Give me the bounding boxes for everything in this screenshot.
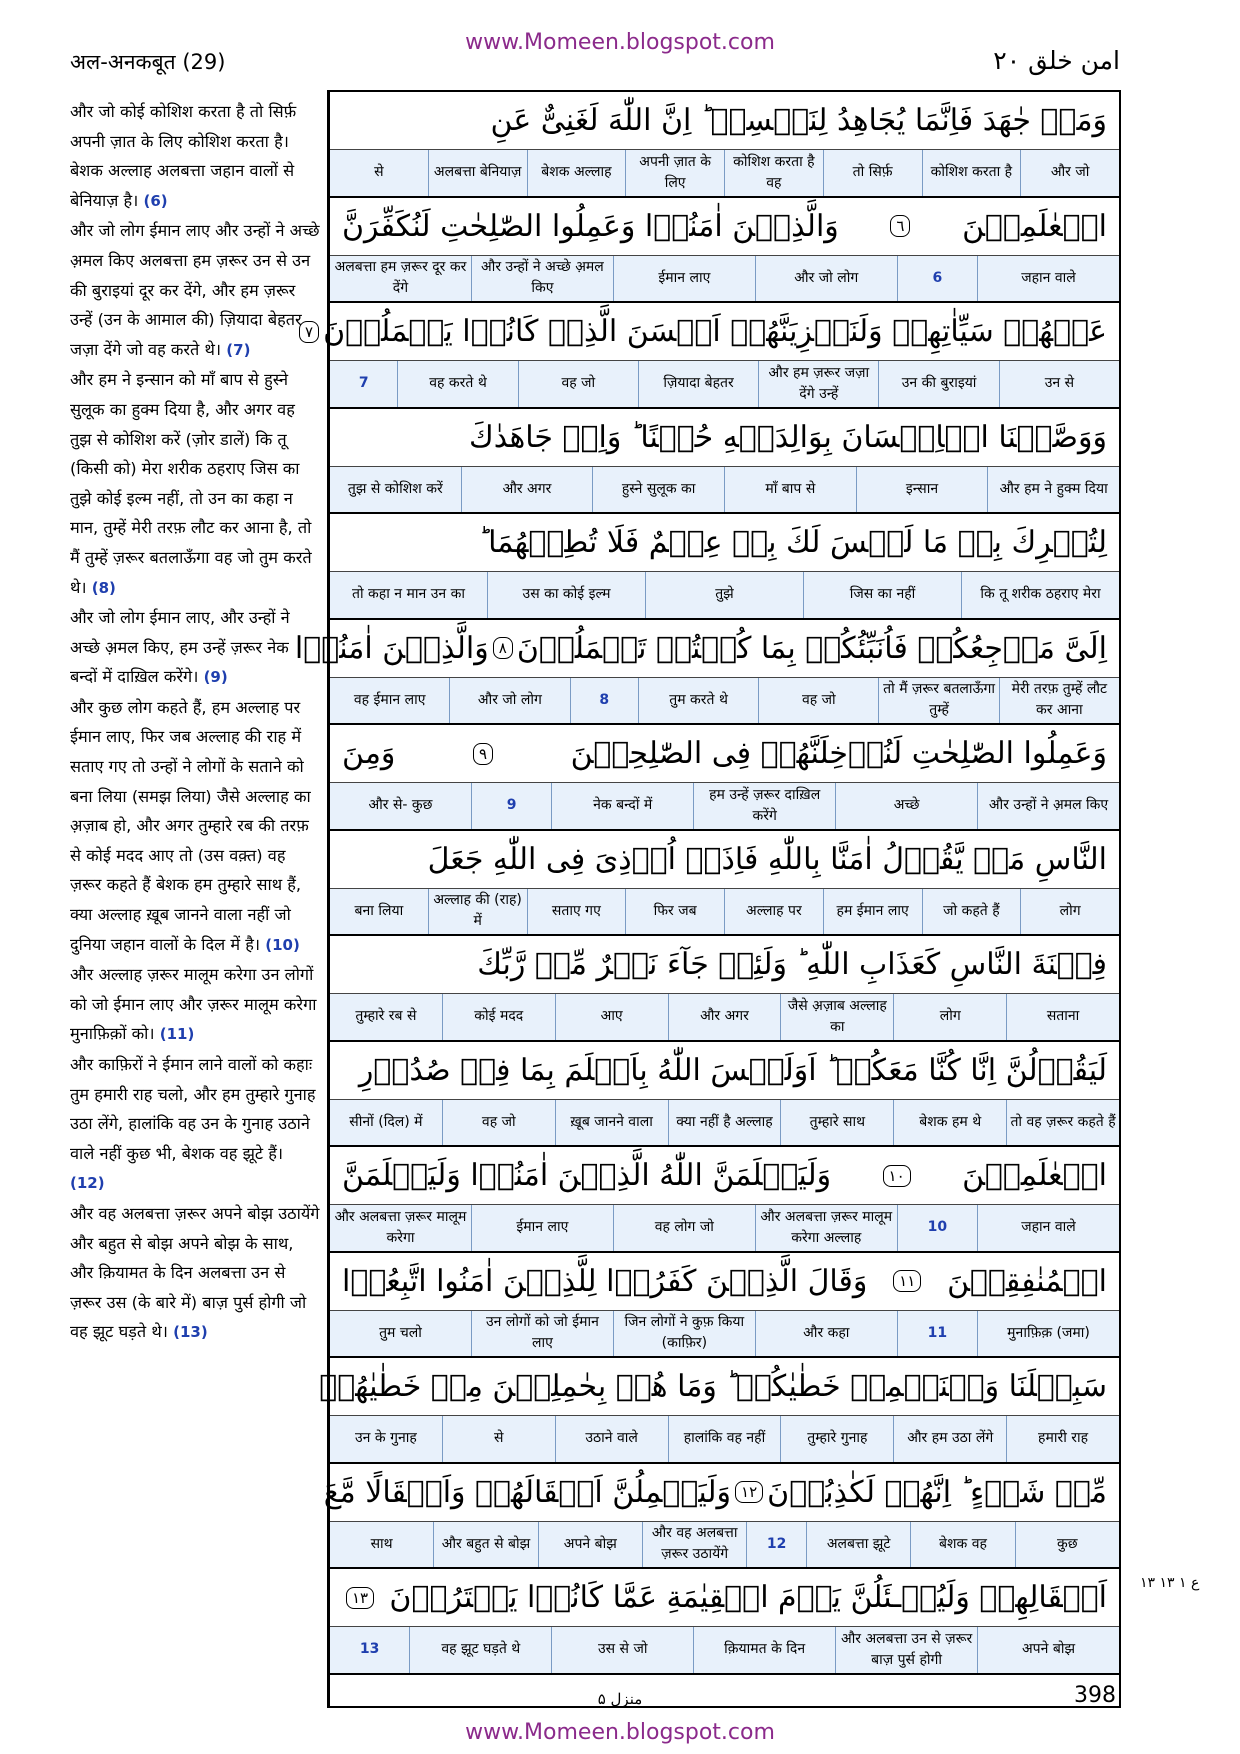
ayah-marker: ١٢ bbox=[735, 1481, 763, 1503]
page-number: 398 bbox=[1074, 1683, 1116, 1708]
site-url-top[interactable]: www.Momeen.blogspot.com bbox=[465, 30, 775, 55]
word-meaning-cell: वह जो bbox=[518, 361, 638, 407]
arabic-text: اَثۡقَالِهِمۡ وَلَيُسۡـئَلُنَّ يَوۡمَ الۡقِيٰمَةِ عَمَّا كَانُوۡا يَفۡتَرُوۡنَ bbox=[389, 1580, 1107, 1615]
word-meaning-cell: हम ईमान लाए bbox=[823, 889, 922, 935]
arabic-line bbox=[330, 1253, 1119, 1311]
translation-verse bbox=[70, 216, 320, 365]
word-meaning-cell: उन की बुराइयां bbox=[878, 361, 998, 407]
ayah-number-cell: 7 bbox=[358, 375, 369, 392]
arabic-line bbox=[330, 1042, 1119, 1100]
word-meaning-cell: तुझे bbox=[645, 572, 803, 618]
translation-verse bbox=[70, 960, 320, 1050]
ayah-number-cell: 11 bbox=[897, 1311, 977, 1357]
word-meaning-cell: अल्लाह की (राह) में bbox=[428, 889, 527, 935]
verse-number: (13) bbox=[173, 1323, 208, 1342]
word-meaning-cell: हमारी राह bbox=[1006, 1416, 1119, 1462]
arabic-line bbox=[330, 198, 1119, 256]
arabic-text: وَالَّذِيۡنَ اٰمَنُوۡا bbox=[294, 630, 489, 666]
ayah-number-cell: 13 bbox=[359, 1641, 380, 1658]
ayah-number-cell: 12 bbox=[746, 1522, 806, 1568]
word-meaning-cell: और हम उठा लेंगे bbox=[893, 1416, 1006, 1462]
translation-text: और अल्लाह ज़रूर मालूम करेगा उन लोगों को जो ईमान लाए और ज़रूर मालूम करेगा मुनाफ़िक़ों को। bbox=[70, 965, 317, 1044]
translation-text: और वह अलबत्ता ज़रूर अपने बोझ उठायेंगे और बहुत से बोझ अपने बोझ के साथ, और क़ियामत के दिन अलबत्ता उन से ज़रूर उस (के बारे में) बाज़ पुर्स होगी जो वह झूट घड़ते थे। bbox=[70, 1203, 320, 1342]
word-meaning-cell: वह जो bbox=[758, 678, 878, 724]
surah-title: अल-अनकबूत (29) bbox=[70, 50, 226, 74]
arabic-text: الۡعٰلَمِيۡنَ bbox=[962, 1158, 1107, 1193]
arabic-text: مِّنۡ شَىۡءٍ ؕ اِنَّهُمۡ لَكٰذِبُوۡنَ bbox=[767, 1474, 1107, 1510]
word-by-word-table bbox=[294, 90, 1121, 1708]
word-meaning-cell: से bbox=[442, 1416, 555, 1462]
word-meaning-cell: और जो लोग bbox=[755, 256, 897, 302]
word-meaning-row bbox=[330, 783, 1119, 831]
word-meaning-row bbox=[330, 678, 1119, 726]
word-meaning-cell: अपने बोझ bbox=[538, 1522, 642, 1568]
word-meaning-cell: लोग bbox=[1020, 889, 1119, 935]
word-meaning-cell: माँ बाप से bbox=[724, 467, 856, 513]
ayah-marker: ٨ bbox=[493, 637, 513, 659]
verse-number: (10) bbox=[265, 935, 300, 954]
word-meaning-cell: इन्सान bbox=[856, 467, 988, 513]
word-meaning-cell: लोग bbox=[893, 994, 1006, 1040]
word-meaning-row bbox=[330, 256, 1119, 304]
word-meaning-cell: अलबत्ता झूटे bbox=[806, 1522, 910, 1568]
word-meaning-cell: तो वह ज़रूर कहते हैं bbox=[1006, 1100, 1119, 1146]
word-meaning-cell: तो कहा न मान उन का bbox=[351, 586, 466, 603]
word-meaning-cell: वह ईमान लाए bbox=[353, 691, 426, 708]
word-meaning-cell: जहान वाले bbox=[977, 256, 1119, 302]
word-meaning-cell: उठाने वाले bbox=[555, 1416, 668, 1462]
arabic-text: وَعَمِلُوا الصّٰلِحٰتِ لَنُدۡخِلَنَّهُمۡ فِى الصّٰلِحِيۡنَ bbox=[570, 736, 1107, 771]
word-meaning-cell: मेरी तरफ़ तुम्हें लौट कर आना bbox=[999, 678, 1119, 724]
arabic-text: لَيَقُوۡلُنَّ اِنَّا كُنَّا مَعَكُمۡ ؕ اَوَلَيۡسَ اللّٰهُ بِاَعۡلَمَ بِمَا فِىۡ صُدُوۡرِ bbox=[358, 1052, 1107, 1088]
arabic-line bbox=[330, 409, 1119, 467]
word-meaning-row bbox=[330, 1205, 1119, 1253]
arabic-line bbox=[319, 1358, 1119, 1416]
word-meaning-cell: उस का कोई इल्म bbox=[487, 572, 645, 618]
translation-verse bbox=[70, 1199, 320, 1348]
word-meaning-cell: अलबत्ता बेनियाज़ bbox=[428, 150, 527, 196]
arabic-line bbox=[330, 936, 1119, 994]
ayah-marker: ٦ bbox=[890, 215, 910, 237]
word-meaning-cell: तो सिर्फ़ bbox=[823, 150, 922, 196]
arabic-text: وَقَالَ الَّذِيۡنَ كَفَرُوۡا لِلَّذِيۡنَ اٰمَنُوا اتَّبِعُوۡا bbox=[342, 1263, 868, 1299]
word-meaning-cell: और जो लोग bbox=[449, 678, 569, 724]
word-meaning-cell: जिन लोगों ने कुफ़ किया (काफ़िर) bbox=[613, 1311, 755, 1357]
word-meaning-cell: बेशक वह bbox=[910, 1522, 1014, 1568]
word-meaning-cell: ज़ियादा बेहतर bbox=[638, 361, 758, 407]
verse-number: (7) bbox=[226, 340, 251, 359]
word-meaning-cell: जैसे अ़ज़ाब अल्लाह का bbox=[780, 994, 893, 1040]
arabic-line bbox=[294, 620, 1119, 678]
word-meaning-cell: अल्लाह पर bbox=[724, 889, 823, 935]
word-meaning-cell: और उन्हों ने अ़मल किए bbox=[977, 783, 1119, 829]
word-meaning-cell: सीनों (दिल) में bbox=[349, 1113, 423, 1130]
arabic-line bbox=[330, 92, 1119, 150]
word-meaning-row bbox=[330, 1311, 1119, 1359]
word-meaning-cell: अपने बोझ bbox=[977, 1627, 1119, 1673]
word-meaning-row bbox=[330, 467, 1119, 515]
translation-text: और हम ने इन्सान को माँ बाप से हुस्ने सुलूक का हुक्म दिया है, और अगर वह तुझ से कोशिश करें (ज़ोर डालें) कि तू (किसी को) मेरा शरीक ठहराए जिस का तुझे कोई इल्म नहीं, तो उन का कहा न मान, तुम्हें मेरी तरफ़ लौट कर आना है, तो मैं तुम्हें ज़रूर बतलाऊँगा वह जो तुम करते थे। bbox=[70, 370, 312, 597]
ayah-number-cell: 10 bbox=[897, 1205, 977, 1251]
arabic-line bbox=[330, 1569, 1119, 1627]
word-meaning-cell: और अलबत्ता ज़रूर मालूम करेगा bbox=[334, 1208, 467, 1246]
word-meaning-row bbox=[330, 1522, 1119, 1570]
arabic-text: النَّاسِ مَنۡ يَّقُوۡلُ اٰمَنَّا بِاللّٰهِ فَاِذَاۤ اُوۡذِىَ فِى اللّٰهِ جَعَلَ bbox=[427, 841, 1107, 877]
arabic-line bbox=[330, 1147, 1119, 1205]
word-meaning-cell: क़ियामत के दिन bbox=[693, 1627, 835, 1673]
word-meaning-cell: तुम करते थे bbox=[638, 678, 758, 724]
word-meaning-cell: ख़ूब जानने वाला bbox=[555, 1100, 668, 1146]
word-meaning-row bbox=[330, 1100, 1119, 1148]
word-meaning-row bbox=[330, 889, 1119, 937]
word-meaning-cell: सताए गए bbox=[527, 889, 626, 935]
word-meaning-cell: तो मैं ज़रूर बतलाऊँगा तुम्हें bbox=[878, 678, 998, 724]
arabic-text: فِتۡنَةَ النَّاسِ كَعَذَابِ اللّٰهِ ؕ وَلَئِنۡ جَآءَ نَصۡرٌ مِّنۡ رَّبِّكَ bbox=[477, 947, 1107, 982]
arabic-text: سَبِيۡلَنَا وَلۡنَحۡمِلۡ خَطٰيٰكُمۡ ؕ وَمَا هُمۡ بِحٰمِلِيۡنَ مِنۡ خَطٰيٰهُمۡ bbox=[319, 1369, 1107, 1404]
word-meaning-cell: कोई मदद bbox=[442, 994, 555, 1040]
word-meaning-cell: और हम ने हुक्म दिया bbox=[987, 467, 1119, 513]
word-meaning-cell: नेक बन्दों में bbox=[551, 783, 693, 829]
verse-number: (9) bbox=[203, 668, 228, 687]
verse-number: (12) bbox=[70, 1174, 105, 1193]
word-meaning-cell: वह लोग जो bbox=[613, 1205, 755, 1251]
word-meaning-cell: और अगर bbox=[668, 994, 781, 1040]
arabic-line bbox=[305, 303, 1119, 361]
word-meaning-cell: बेशक अल्लाह bbox=[527, 150, 626, 196]
translation-verse bbox=[70, 693, 320, 960]
ayah-number-cell: 9 bbox=[471, 783, 551, 829]
word-meaning-cell: वह जो bbox=[442, 1100, 555, 1146]
ruku-marker: ع ۱ ۱۳ ۱۳ bbox=[1140, 1575, 1200, 1591]
translation-verse bbox=[70, 365, 320, 603]
word-meaning-cell: ईमान लाए bbox=[471, 1205, 613, 1251]
ayah-number-cell: 8 bbox=[570, 678, 638, 724]
word-meaning-cell: वह करते थे bbox=[397, 361, 517, 407]
word-meaning-cell: अलबत्ता हम ज़रूर दूर कर देंगे bbox=[334, 259, 467, 297]
ayah-marker: ١٣ bbox=[346, 1587, 374, 1609]
word-meaning-cell: साथ bbox=[370, 1535, 393, 1552]
word-meaning-cell: ईमान लाए bbox=[613, 256, 755, 302]
arabic-line bbox=[330, 831, 1119, 889]
word-meaning-cell: बेशक हम थे bbox=[893, 1100, 1006, 1146]
ayah-marker: ٧ bbox=[299, 321, 319, 343]
arabic-text: الۡعٰلَمِيۡنَ bbox=[962, 208, 1107, 244]
arabic-line bbox=[330, 725, 1119, 783]
word-meaning-cell: तुम्हारे गुनाह bbox=[780, 1416, 893, 1462]
word-meaning-cell: और कहा bbox=[755, 1311, 897, 1357]
word-meaning-cell: और जो bbox=[1020, 150, 1119, 196]
word-meaning-cell: और अगर bbox=[461, 467, 593, 513]
word-meaning-cell: जिस का नहीं bbox=[803, 572, 961, 618]
word-meaning-cell: जो कहते हैं bbox=[922, 889, 1021, 935]
ayah-marker: ٩ bbox=[473, 743, 493, 765]
word-meaning-cell: बना लिया bbox=[354, 902, 404, 919]
arabic-text: لِتُشۡرِكَ بِىۡ مَا لَيۡسَ لَكَ بِهٖ عِلۡمٌ فَلَا تُطِعۡهُمَا ؕ bbox=[478, 525, 1107, 560]
arabic-text: وَمَنۡ جٰهَدَ فَاِنَّمَا يُجَاهِدُ لِنَفۡسِهٖ ؕ اِنَّ اللّٰهَ لَغَنِىٌّ عَنِ bbox=[490, 103, 1107, 138]
word-meaning-row bbox=[330, 1627, 1119, 1675]
word-meaning-cell: कि तू शरीक ठहराए मेरा bbox=[961, 572, 1119, 618]
ayah-number-cell: 6 bbox=[897, 256, 977, 302]
word-meaning-cell: और से- कुछ bbox=[368, 797, 433, 814]
arabic-line bbox=[323, 1464, 1119, 1522]
arabic-text: وَلَيَحۡمِلُنَّ اَثۡقَالَهُمۡ وَاَثۡقَالًا مَّعَ bbox=[323, 1474, 732, 1510]
arabic-text: وَمِنَ bbox=[342, 736, 396, 771]
verse-number: (6) bbox=[143, 191, 168, 210]
word-meaning-cell: और अलबत्ता ज़रूर मालूम करेगा अल्लाह bbox=[755, 1205, 897, 1251]
word-meaning-cell: और बहुत से बोझ bbox=[433, 1522, 537, 1568]
hindi-translation-column bbox=[70, 97, 320, 1348]
manzil-label: منزل ۵ bbox=[597, 1690, 643, 1708]
arabic-text: الۡمُنٰفِقِيۡنَ bbox=[947, 1263, 1107, 1299]
word-meaning-cell: मुनाफ़िक़ (जमा) bbox=[977, 1311, 1119, 1357]
word-meaning-cell: से bbox=[374, 164, 384, 181]
word-meaning-cell: जहान वाले bbox=[977, 1205, 1119, 1251]
word-meaning-cell: तुम्हारे साथ bbox=[780, 1100, 893, 1146]
word-meaning-cell: तुझ से कोशिश करें bbox=[347, 480, 443, 497]
arabic-text: وَلَيَعۡلَمَنَّ اللّٰهُ الَّذِيۡنَ اٰمَنُوۡا وَلَيَعۡلَمَنَّ bbox=[342, 1158, 832, 1193]
word-meaning-cell: और उन्हों ने अच्छे अ़मल किए bbox=[471, 256, 613, 302]
translation-text: और काफ़िरों ने ईमान लाने वालों को कहाः तुम हमारी राह चलो, और हम तुम्हारे गुनाह उठा लेंगे, हालांकि वह उन के गुनाह उठाने वाले नहीं कुछ भी, बेशक वह झूटे हैं। bbox=[70, 1055, 316, 1163]
arabic-text: عَنۡهُمۡ سَيِّاٰتِهِمۡ وَلَنَجۡزِيَنَّهُمۡ اَحۡسَنَ الَّذِىۡ كَانُوۡا يَعۡمَلُوۡنَ bbox=[323, 314, 1107, 349]
word-meaning-cell: अच्छे bbox=[835, 783, 977, 829]
translation-text: और कुछ लोग कहते हैं, हम अल्लाह पर ईमान लाए, फिर जब अल्लाह की राह में सताए गए तो उन्हों ने लोगों के सताने को बना लिया (समझ लिया) जैसे अल्लाह का अ़ज़ाब हो, और अगर तुम्हारे रब की तरफ़ से कोई मदद आए तो (उस वक़्त) वह ज़रूर कहते हैं बेशक हम तुम्हारे साथ हैं, क्या अल्लाह ख़ूब जानने वाला नहीं जो दुनिया जहान वालों के दिल में है। bbox=[70, 697, 311, 954]
arabic-line bbox=[330, 514, 1119, 572]
word-meaning-cell: और अलबत्ता उन से ज़रूर बाज़ पुर्स होगी bbox=[835, 1627, 977, 1673]
word-meaning-cell: तुम चलो bbox=[379, 1324, 422, 1341]
word-meaning-cell: उन के गुनाह bbox=[355, 1430, 417, 1447]
word-meaning-row bbox=[330, 1416, 1119, 1464]
verse-number: (8) bbox=[91, 578, 116, 597]
word-meaning-row bbox=[330, 994, 1119, 1042]
word-meaning-row bbox=[330, 150, 1119, 198]
word-meaning-cell: उन से bbox=[999, 361, 1119, 407]
word-meaning-cell: हम उन्हें ज़रूर दाख़िल करेंगे bbox=[693, 783, 835, 829]
word-meaning-row bbox=[330, 361, 1119, 409]
word-meaning-cell: फिर जब bbox=[625, 889, 724, 935]
word-meaning-cell: उन लोगों को जो ईमान लाए bbox=[471, 1311, 613, 1357]
word-meaning-cell: तुम्हारे रब से bbox=[355, 1008, 417, 1025]
word-meaning-cell: उस से जो bbox=[551, 1627, 693, 1673]
arabic-text: اِلَىَّ مَرۡجِعُكُمۡ فَاُنَبِّئُكُمۡ بِمَا كُنۡتُمۡ تَعۡمَلُوۡنَ bbox=[516, 630, 1107, 666]
translation-verse bbox=[70, 603, 320, 693]
translation-text: और जो कोई कोशिश करता है तो सिर्फ़ अपनी ज़ात के लिए कोशिश करता है। बेशक अल्लाह अलबत्ता जहान वालों से बेनियाज़ है। bbox=[70, 102, 297, 210]
ayah-marker: ١١ bbox=[893, 1270, 921, 1292]
word-meaning-cell: वह झूट घड़ते थे bbox=[409, 1627, 551, 1673]
translation-text: और जो लोग ईमान लाए, और उन्हों ने अच्छे अ़मल किए, हम उन्हें ज़रूर नेक बन्दों में दाख़िल करेंगे। bbox=[70, 608, 290, 687]
ayah-marker: ١٠ bbox=[883, 1165, 911, 1187]
word-meaning-row bbox=[330, 572, 1119, 620]
word-meaning-cell: कोशिश करता है bbox=[922, 150, 1021, 196]
word-meaning-cell: कुछ bbox=[1015, 1522, 1119, 1568]
word-meaning-cell: आए bbox=[555, 994, 668, 1040]
word-meaning-cell: हालांकि वह नहीं bbox=[668, 1416, 781, 1462]
word-meaning-cell: सताना bbox=[1006, 994, 1119, 1040]
translation-verse bbox=[70, 1050, 320, 1199]
translation-text: और जो लोग ईमान लाए और उन्हों ने अच्छे अ़मल किए अलबत्ता हम ज़रूर उन से उन की बुराइयां दूर कर देंगे, और हम ज़रूर उन्हें (उन के आमाल की) ज़ियादा बेहतर जज़ा देंगे जो वह करते थे। bbox=[70, 221, 320, 359]
word-meaning-cell: क्या नहीं है अल्लाह bbox=[668, 1100, 781, 1146]
arabic-text: وَالَّذِيۡنَ اٰمَنُوۡا وَعَمِلُوا الصّٰلِحٰتِ لَنُكَفِّرَنَّ bbox=[342, 208, 839, 244]
word-meaning-cell: और हम ज़रूर जज़ा देंगे उन्हें bbox=[758, 361, 878, 407]
word-meaning-cell: और वह अलबत्ता ज़रूर उठायेंगे bbox=[642, 1522, 746, 1568]
verse-number: (11) bbox=[159, 1025, 195, 1044]
translation-verse bbox=[70, 97, 320, 216]
word-meaning-cell: हुस्ने सुलूक का bbox=[592, 467, 724, 513]
arabic-text: وَوَصَّيۡنَا الۡاِنۡسَانَ بِوَالِدَيۡهِ حُسۡنًا ؕ وَاِنۡ جَاهَدٰكَ bbox=[469, 419, 1107, 455]
site-url-bottom[interactable]: www.Momeen.blogspot.com bbox=[465, 1720, 775, 1745]
word-meaning-cell: अपनी ज़ात के लिए bbox=[625, 150, 724, 196]
para-title: امن خلق ۲۰ bbox=[993, 46, 1120, 75]
word-meaning-cell: कोशिश करता है वह bbox=[724, 150, 823, 196]
